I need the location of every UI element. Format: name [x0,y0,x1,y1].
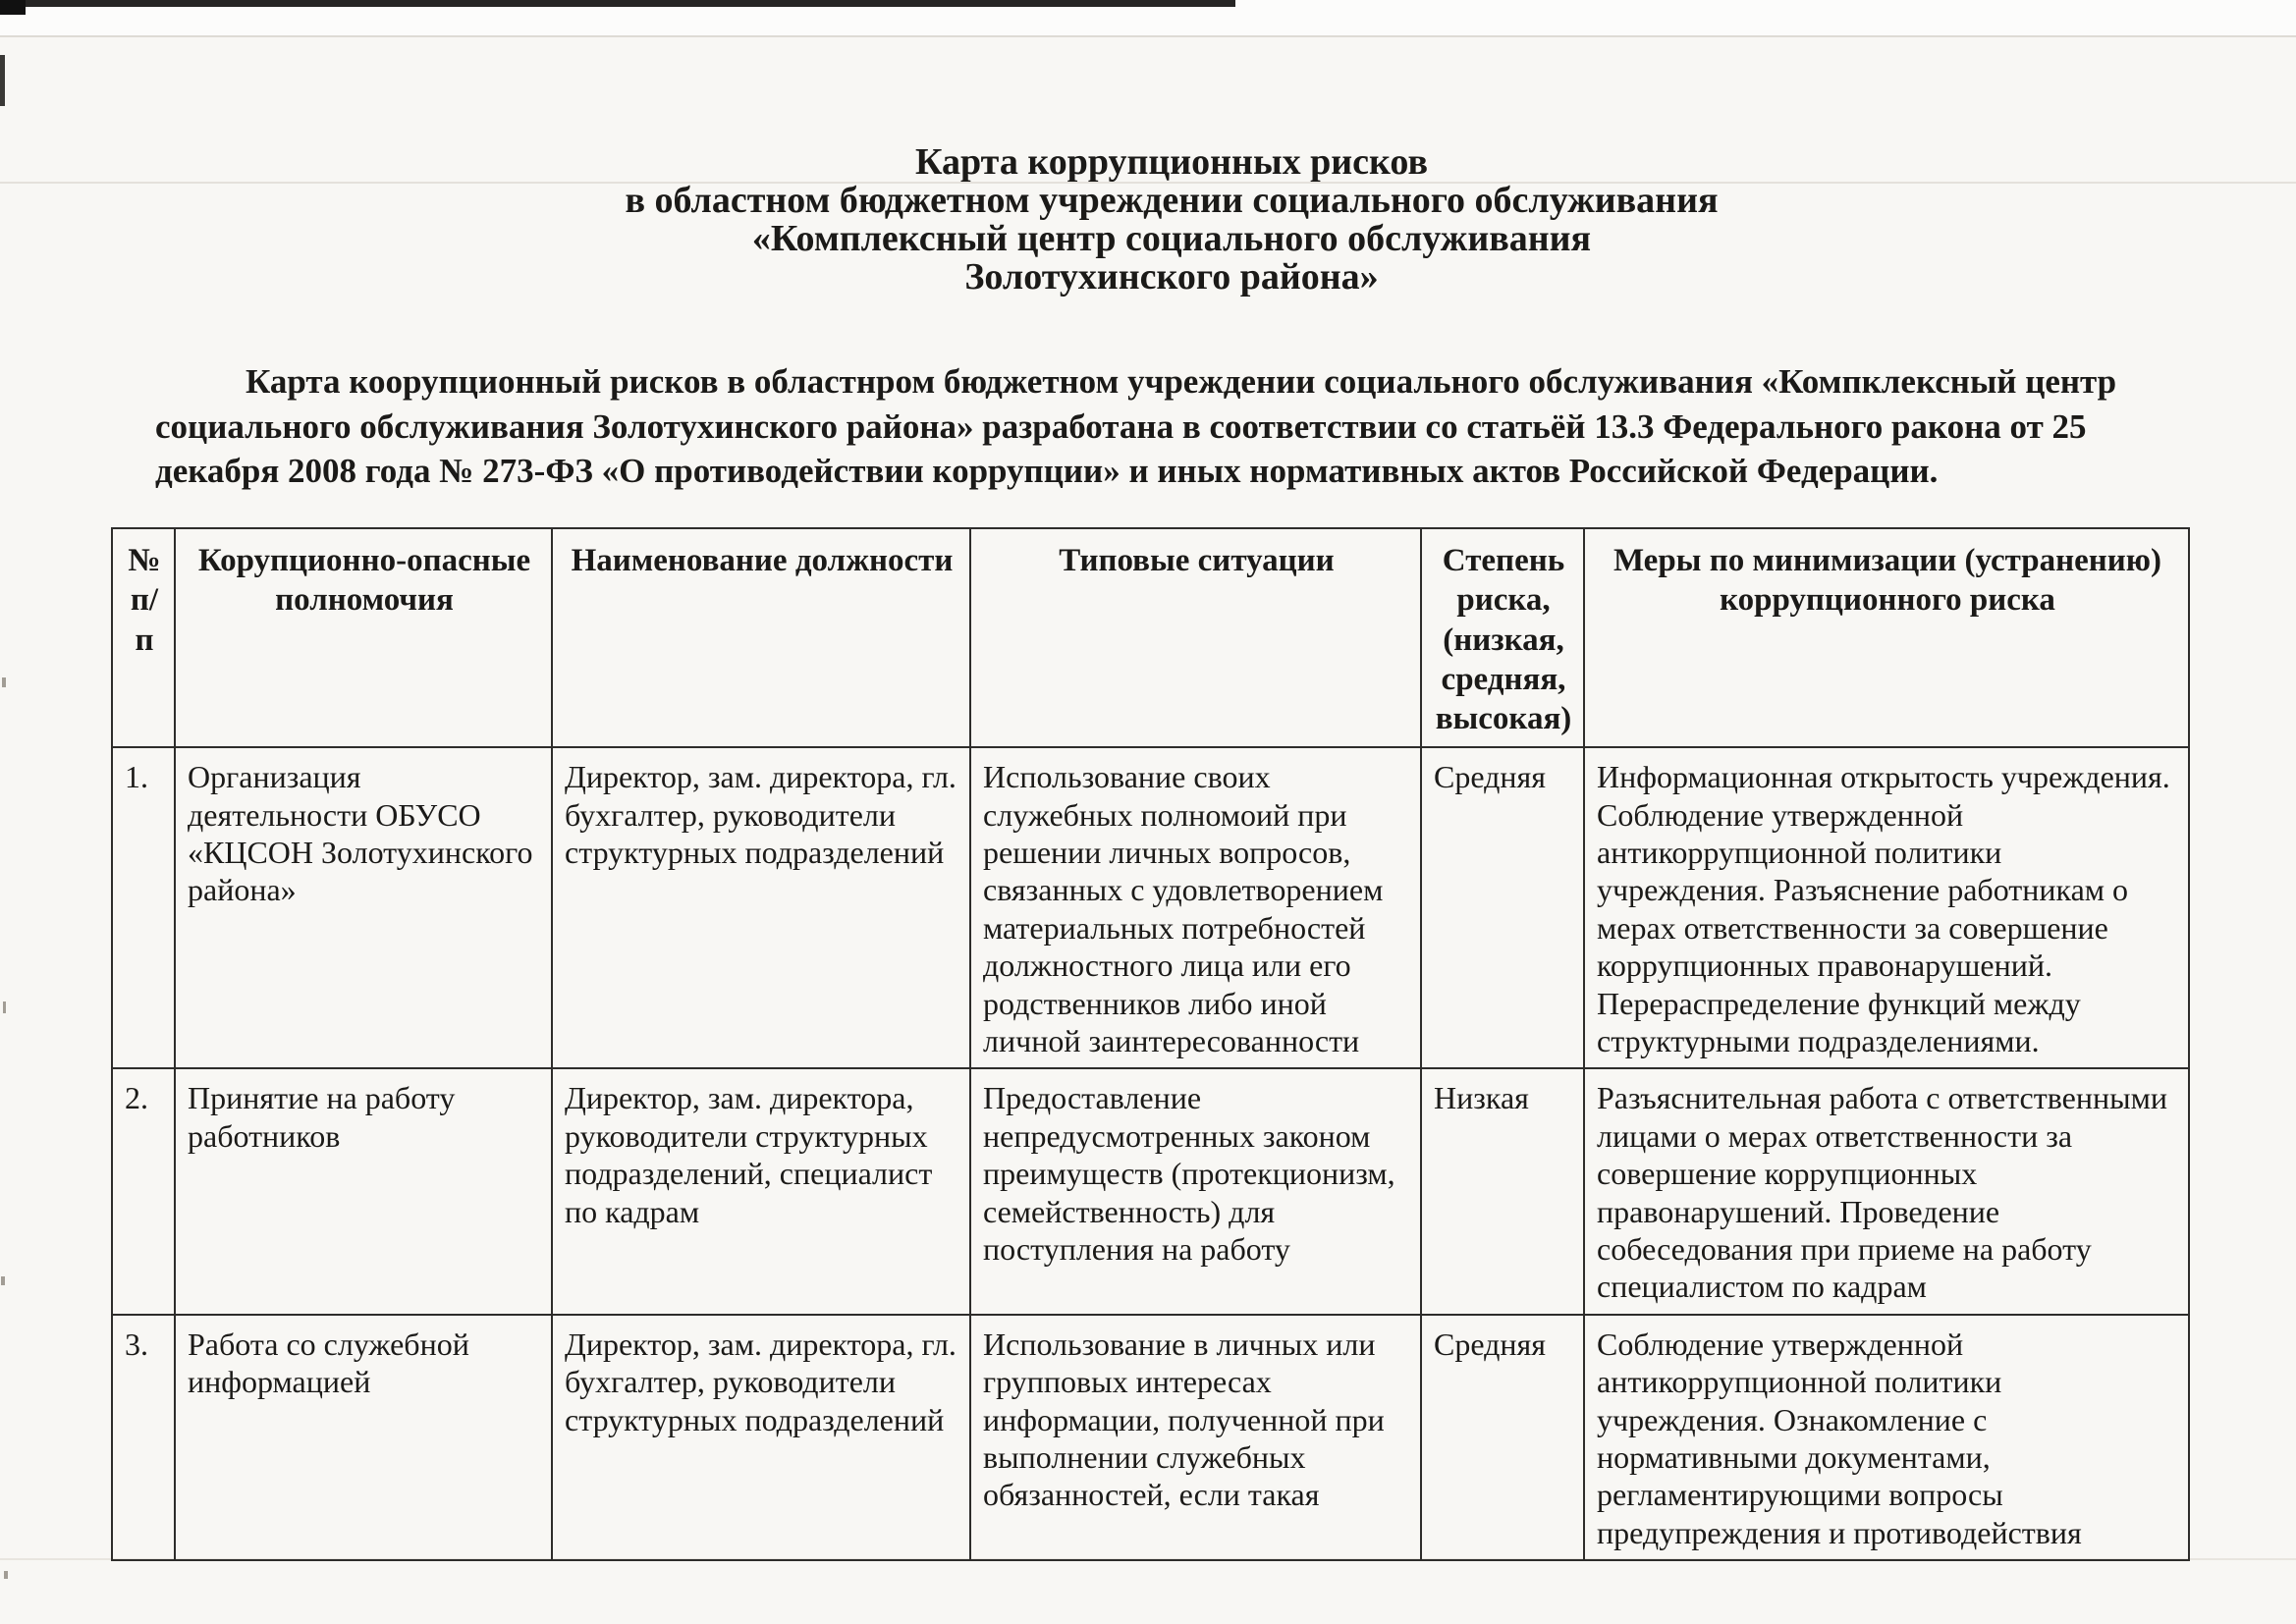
table-header-row [112,528,2189,747]
cell-powers: Организация деятельности ОБУСО «КЦСОН Золотухинского района» [175,747,552,1068]
cell-situations: Использование своих служебных полномоий при решении личных вопросов, связанных с удовлетворением материальных потребностей должностного лица или его родственников либо иной личной заинтересованности [970,747,1421,1068]
cell-situations: Использование в личных или групповых интересах информации, полученной при выполнении служебных обязанностей, если такая [970,1315,1421,1560]
scan-artifact-top-line [0,0,1235,7]
cell-number: 2. [112,1068,175,1314]
table-row [112,1068,2189,1314]
document-title [111,143,2232,297]
cell-number: 1. [112,747,175,1068]
cell-measures: Соблюдение утвержденной антикоррупционной политики учреждения. Ознакомление с нормативными документами, регламентирующими вопросы предупреждения и противодействия [1584,1315,2189,1560]
title-line-2: в областном бюджетном учреждении социального обслуживания [625,180,1719,221]
cell-measures: Разъяснительная работа с ответственными лицами о мерах ответственности за совершение коррупционных правонарушений. Проведение собеседования при приеме на работу специалистом по кадрам [1584,1068,2189,1314]
cell-powers: Принятие на работу работников [175,1068,552,1314]
header-cell-situations: Типовые ситуации [970,528,1421,747]
scan-speck [2,677,6,687]
cell-risk: Низкая [1421,1068,1584,1314]
cell-positions: Директор, зам. директора, гл. бухгалтер, руководители структурных подразделений [552,1315,970,1560]
title-line-1: Карта коррупционных рисков [915,141,1428,183]
cell-risk: Средняя [1421,1315,1584,1560]
header-cell-risk: Степень риска, (низкая, средняя, высокая) [1421,528,1584,747]
intro-paragraph: Карта коорупционный рисков в областнром бюджетном учреждении социального обслуживания «Компклексный центр социального обслуживания Золотухинского района» разработана в соответствии со статьёй 13.3 Федерального ракона от 25 декабря 2008 года № 273-ФЗ «О противодействии коррупции» и иных нормативных актов Российской Федерации. [155,362,2117,490]
cell-measures: Информационная открытость учреждения. Соблюдение утвержденной антикоррупционной политики учреждения. Разъяснение работникам о мерах ответственности за совершение коррупционных правонарушений. Перераспределение функций между структурными подразделениями. [1584,747,2189,1068]
cell-number: 3. [112,1315,175,1560]
scan-artifact-corner-blob [0,0,26,15]
table-row [112,747,2189,1068]
cell-positions: Директор, зам. директора, гл. бухгалтер, руководители структурных подразделений [552,747,970,1068]
corruption-risk-table [111,527,2190,1561]
cell-powers: Работа со служебной информацией [175,1315,552,1560]
scan-artifact-edge-mark [0,55,5,106]
scan-speck [3,1001,6,1013]
cell-risk: Средняя [1421,747,1584,1068]
scan-speck [4,1571,8,1579]
header-cell-positions: Наименование должности [552,528,970,747]
title-line-4: Золотухинского района» [964,256,1379,298]
header-cell-number: № п/п [112,528,175,747]
header-cell-powers: Корупционно-опасные полномочия [175,528,552,747]
title-line-3: «Комплексный центр социального обслуживания [751,218,1592,259]
cell-positions: Директор, зам. директора, руководители структурных подразделений, специалист по кадрам [552,1068,970,1314]
scan-speck [1,1276,5,1285]
header-cell-measures: Меры по минимизации (устранению) коррупционного риска [1584,528,2189,747]
cell-situations: Предоставление непредусмотренных законом преимуществ (протекционизм, семейственность) для поступления на работу [970,1068,1421,1314]
table-row [112,1315,2189,1560]
